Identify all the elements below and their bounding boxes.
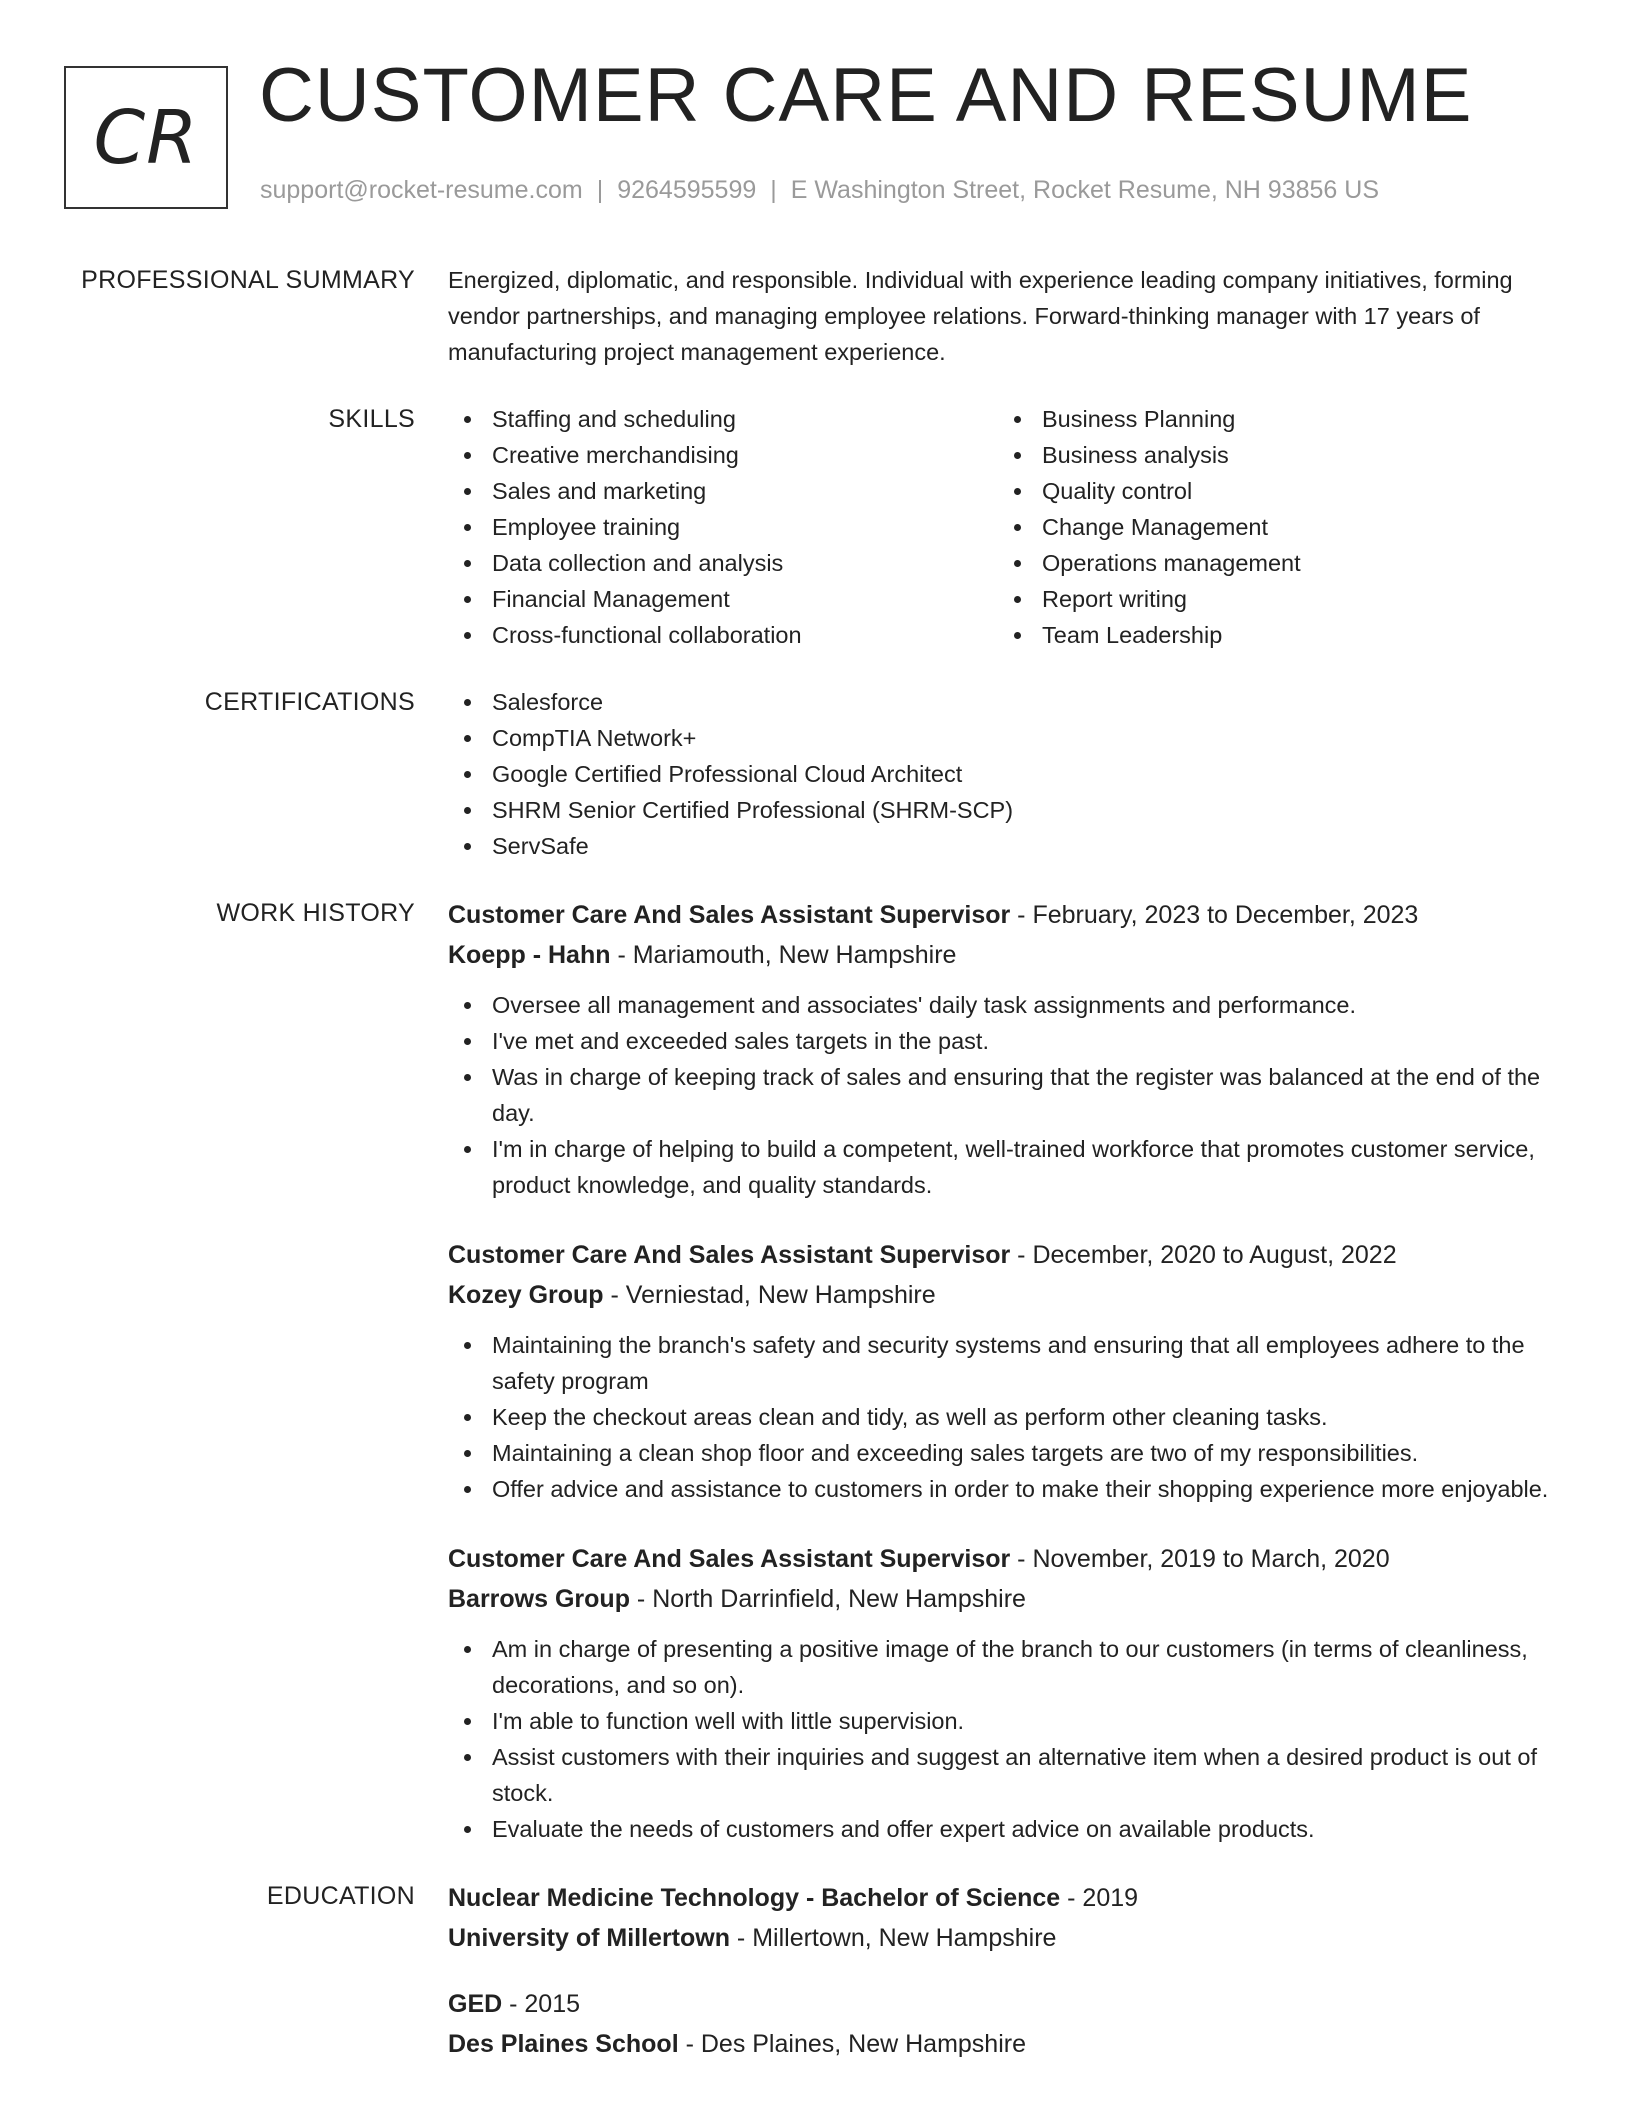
job-bullet: Keep the checkout areas clean and tidy, as well as perform other cleaning tasks. xyxy=(448,1399,1573,1435)
monogram-box xyxy=(64,66,228,209)
skills-right-list xyxy=(998,401,1548,653)
job-company: Barrows Group xyxy=(448,1585,630,1613)
section-label: SKILLS xyxy=(328,405,415,433)
education-school: University of Millertown xyxy=(448,1924,730,1952)
job-bullet-list xyxy=(448,987,1573,1203)
skill-item: Change Management xyxy=(998,509,1548,545)
contact-line xyxy=(260,176,1379,205)
education-school-line xyxy=(448,1918,1573,1958)
job-company: Kozey Group xyxy=(448,1281,604,1309)
job-entry xyxy=(448,895,1573,1203)
contact-phone[interactable]: 9264595599 xyxy=(617,176,757,204)
summary-text: Energized, diplomatic, and responsible. Individual with experience leading company initiatives, forming vendor partnerships, and managing employee relations. Forward-thinking manager with 17 years of manufacturing project management experience. xyxy=(448,267,1513,365)
certification-item: ServSafe xyxy=(448,828,1573,864)
certification-item: Google Certified Professional Cloud Architect xyxy=(448,756,1573,792)
job-title: Customer Care And Sales Assistant Supervisor xyxy=(448,1241,1011,1269)
job-org-line xyxy=(448,1579,1573,1619)
skill-item: Business Planning xyxy=(998,401,1548,437)
job-bullet: Offer advice and assistance to customers in order to make their shopping experience more enjoyable. xyxy=(448,1471,1573,1507)
skill-item: Financial Management xyxy=(448,581,998,617)
job-bullet: Maintaining a clean shop floor and exceeding sales targets are two of my responsibilities. xyxy=(448,1435,1573,1471)
certification-item: Salesforce xyxy=(448,684,1573,720)
job-location: - Verniestad, New Hampshire xyxy=(603,1281,936,1309)
education-body xyxy=(448,1878,1573,2090)
education-year: - 2019 xyxy=(1060,1884,1139,1912)
skill-item: Data collection and analysis xyxy=(448,545,998,581)
skill-item: Staffing and scheduling xyxy=(448,401,998,437)
job-location: - North Darrinfield, New Hampshire xyxy=(629,1585,1026,1613)
skills-columns xyxy=(448,401,1573,653)
skill-item: Employee training xyxy=(448,509,998,545)
education-entry xyxy=(448,1984,1573,2064)
job-entry xyxy=(448,1539,1573,1847)
skill-item: Business analysis xyxy=(998,437,1548,473)
contact-separator: | xyxy=(596,176,604,204)
job-title: Customer Care And Sales Assistant Supervisor xyxy=(448,901,1011,929)
work-history-section xyxy=(0,895,1632,1847)
job-dates: - November, 2019 to March, 2020 xyxy=(1010,1545,1390,1573)
job-bullet: Am in charge of presenting a positive image of the branch to our customers (in terms of cleanliness, decorations, and so on). xyxy=(448,1631,1573,1703)
section-label: WORK HISTORY xyxy=(216,899,415,927)
skill-item: Report writing xyxy=(998,581,1548,617)
education-degree: GED xyxy=(448,1990,503,2018)
certifications-body xyxy=(448,684,1573,864)
job-entry xyxy=(448,1235,1573,1507)
job-bullet: I've met and exceeded sales targets in the past. xyxy=(448,1023,1573,1059)
education-degree: Nuclear Medicine Technology - Bachelor of Science xyxy=(448,1884,1061,1912)
summary-section xyxy=(0,262,1632,370)
education-degree-line xyxy=(448,1878,1573,1918)
job-title-line xyxy=(448,1235,1573,1275)
skills-left-list xyxy=(448,401,998,653)
certification-item: CompTIA Network+ xyxy=(448,720,1573,756)
skills-section xyxy=(0,401,1632,653)
job-dates: - February, 2023 to December, 2023 xyxy=(1010,901,1419,929)
job-bullet: Was in charge of keeping track of sales and ensuring that the register was balanced at the end of the day. xyxy=(448,1059,1573,1131)
education-degree-line xyxy=(448,1984,1573,2024)
skill-item: Quality control xyxy=(998,473,1548,509)
job-bullet: Maintaining the branch's safety and security systems and ensuring that all employees adhere to the safety program xyxy=(448,1327,1573,1399)
job-title-line xyxy=(448,895,1573,935)
job-bullet-list xyxy=(448,1327,1573,1507)
job-company: Koepp - Hahn xyxy=(448,941,611,969)
job-org-line xyxy=(448,1275,1573,1315)
job-org-line xyxy=(448,935,1573,975)
job-bullet: I'm able to function well with little supervision. xyxy=(448,1703,1573,1739)
education-section xyxy=(0,1878,1632,2090)
education-year: - 2015 xyxy=(502,1990,581,2018)
job-bullet: Assist customers with their inquiries and suggest an alternative item when a desired product is out of stock. xyxy=(448,1739,1573,1811)
job-title-line xyxy=(448,1539,1573,1579)
job-location: - Mariamouth, New Hampshire xyxy=(610,941,957,969)
skill-item: Cross-functional collaboration xyxy=(448,617,998,653)
education-location: - Des Plaines, New Hampshire xyxy=(678,2030,1026,2058)
section-label: PROFESSIONAL SUMMARY xyxy=(81,266,415,294)
certifications-list xyxy=(448,684,1573,864)
job-bullet-list xyxy=(448,1631,1573,1847)
section-label: CERTIFICATIONS xyxy=(204,688,415,716)
contact-separator: | xyxy=(770,176,777,204)
contact-address: E Washington Street, Rocket Resume, NH 93856 US xyxy=(790,176,1379,204)
skill-item: Creative merchandising xyxy=(448,437,998,473)
skills-body xyxy=(448,401,1573,653)
skill-item: Sales and marketing xyxy=(448,473,998,509)
resume-title: CUSTOMER CARE AND RESUME xyxy=(259,53,1473,138)
certification-item: SHRM Senior Certified Professional (SHRM-SCP) xyxy=(448,792,1573,828)
section-label: EDUCATION xyxy=(266,1882,415,1910)
skill-item: Team Leadership xyxy=(998,617,1548,653)
work-history-body xyxy=(448,895,1573,1847)
job-bullet: I'm in charge of helping to build a competent, well-trained workforce that promotes customer service, product knowledge, and quality standards. xyxy=(448,1131,1573,1203)
resume-sections xyxy=(0,262,1632,2112)
certifications-section xyxy=(0,684,1632,864)
monogram-initials: CR xyxy=(93,94,199,181)
skill-item: Operations management xyxy=(998,545,1548,581)
education-entry xyxy=(448,1878,1573,1958)
job-bullet: Evaluate the needs of customers and offer expert advice on available products. xyxy=(448,1811,1573,1847)
job-dates: - December, 2020 to August, 2022 xyxy=(1010,1241,1397,1269)
job-title: Customer Care And Sales Assistant Supervisor xyxy=(448,1545,1011,1573)
education-school: Des Plaines School xyxy=(448,2030,679,2058)
contact-email[interactable]: support@rocket-resume.com xyxy=(260,176,583,204)
education-school-line xyxy=(448,2024,1573,2064)
job-bullet: Oversee all management and associates' daily task assignments and performance. xyxy=(448,987,1573,1023)
education-location: - Millertown, New Hampshire xyxy=(729,1924,1057,1952)
